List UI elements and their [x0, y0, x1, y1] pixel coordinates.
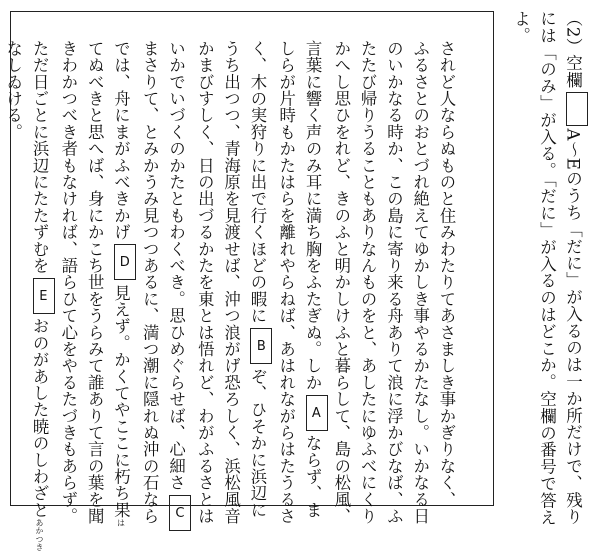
passage-line: かまびすしく、日の出づるかたを東とは悟れど、わがふるさとは [195, 40, 215, 525]
passage-line: なしゐける。 [3, 40, 23, 141]
question-text [508, 10, 589, 526]
passage-line: のいかなる時か、この島に寄り来る舟ありて浪に浮かびなば、ふ [384, 40, 404, 525]
blank-d: D [114, 244, 136, 280]
ruby-ha: は [116, 518, 126, 527]
passage-text [0, 40, 459, 551]
passage-line: しらが片時もかたはらを離れやらねば、あはれながらはたうるさ [276, 40, 296, 525]
blank-a: A [306, 395, 328, 431]
passage-frame [3, 11, 494, 551]
blank-b: B [250, 328, 272, 364]
passage-line: かへし思ひをれど、きのふと明かしけふと暮らして、島の松風、 [331, 40, 351, 525]
passage-line: ただ日ごとに浜辺にたたずむをEおのがあした暁のしわざとあかつき [26, 40, 55, 500]
blank-e: E [33, 278, 55, 314]
passage-line: うち出つつ、青海原を見渡せば、沖つ浪がげ恐ろしく、浜松風音 [221, 40, 241, 525]
passage-line: されど人ならぬものと住みわたりてあさましき事かぎりなく、 [437, 40, 456, 508]
passage-line: まさりて、とみかうみ見つつあるに、満つ潮に隠れぬ沖の石なら [140, 40, 160, 525]
question-blank-box [566, 92, 588, 126]
passage-line: いかでいづくのかたともわくべき。思ひめぐらせば、心細さC [162, 40, 191, 500]
question-line-3: よ。 [511, 10, 531, 44]
passage-line: 言葉に響く声のみ耳に満ち胸をふたぎぬ。しかAならず、ま [299, 40, 328, 500]
passage-line: てぬべきと思へば、身にかこち世をうらみて誰ありて言の葉を聞 [85, 40, 105, 525]
passage-line: く、木の実狩りに出で行くほどの暇にBぞ、ひそかに浜辺に [244, 40, 273, 500]
passage-line: きわかつべき者もなければ、語らひて心をやるたづきもあらず。 [58, 40, 78, 525]
passage-line: では、舟にまがふべきかげD見えず。かくてやここに朽ち果は [107, 40, 136, 500]
passage-line: たたび帰りうることもありなんものをと、あしたにゆふべにくり [358, 40, 378, 525]
passage-line: ふるさとのおとづれ絶えてゆかしき事やるかたなし。いかなる日 [410, 40, 430, 525]
question-line-2: には「のみ」が入る。「だに」が入るのはどこか。空欄の番号で答え [537, 10, 557, 526]
blank-c: C [169, 495, 191, 531]
question-line-1: （2）空欄A～Eのうち「だに」が入るのは一か所だけで、残り [560, 10, 589, 90]
ruby-akatsuki: あかつき [35, 518, 45, 551]
